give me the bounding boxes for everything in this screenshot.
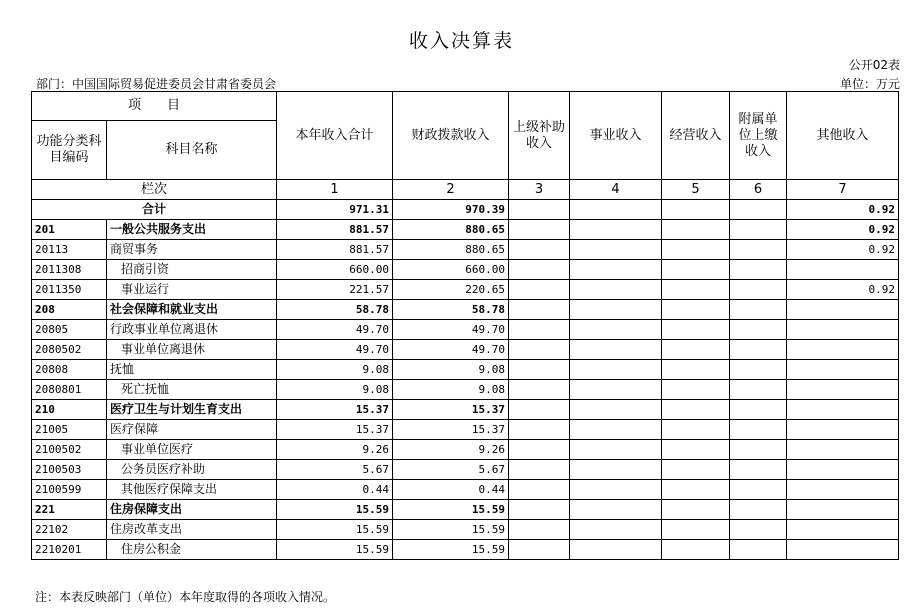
row-name: 一般公共服务支出: [107, 220, 277, 240]
table-row: [32, 240, 899, 260]
row-total: 49.70: [277, 320, 393, 340]
column-number-row: [32, 180, 899, 200]
col-num: 2: [393, 180, 509, 200]
row-code: 201: [32, 220, 107, 240]
empty-cell: [509, 340, 570, 360]
empty-cell: [570, 500, 662, 520]
table-row: [32, 460, 899, 480]
row-name: 事业单位离退休: [107, 340, 277, 360]
table-row: [32, 260, 899, 280]
empty-cell: [509, 440, 570, 460]
row-code: 2011308: [32, 260, 107, 280]
footnote: 注：本表反映部门（单位）本年度取得的各项收入情况。: [35, 590, 336, 604]
unit-label: 单位：万元: [839, 77, 900, 91]
empty-cell: [662, 520, 730, 540]
row-fiscal: 15.37: [393, 400, 509, 420]
empty-cell: [570, 360, 662, 380]
header-fiscal: 财政拨款收入: [393, 92, 509, 180]
empty-cell: [509, 320, 570, 340]
empty-cell: [730, 320, 787, 340]
row-fiscal: 9.08: [393, 380, 509, 400]
empty-cell: [570, 440, 662, 460]
row-code: 2080502: [32, 340, 107, 360]
row-code: 21005: [32, 420, 107, 440]
empty-cell: [509, 280, 570, 300]
row-other: [787, 320, 899, 340]
header-subject-name: 科目名称: [107, 121, 277, 180]
row-other: [787, 260, 899, 280]
empty-cell: [570, 460, 662, 480]
empty-cell: [509, 220, 570, 240]
row-other: [787, 300, 899, 320]
empty-cell: [662, 440, 730, 460]
income-table: [31, 91, 899, 560]
empty-cell: [730, 240, 787, 260]
row-total: 15.37: [277, 420, 393, 440]
row-name: 事业运行: [107, 280, 277, 300]
row-name: 医疗卫生与计划生育支出: [107, 400, 277, 420]
col-num: 6: [730, 180, 787, 200]
total-row: [32, 200, 899, 220]
empty-cell: [730, 460, 787, 480]
empty-cell: [730, 420, 787, 440]
header-total: 本年收入合计: [277, 92, 393, 180]
col-num: 3: [509, 180, 570, 200]
table-row: [32, 280, 899, 300]
row-name: 抚恤: [107, 360, 277, 380]
header-operating: 经营收入: [662, 92, 730, 180]
empty-cell: [662, 360, 730, 380]
table-row: [32, 220, 899, 240]
row-total: 15.37: [277, 400, 393, 420]
empty-cell: [509, 460, 570, 480]
empty-cell: [730, 400, 787, 420]
row-fiscal: 880.65: [393, 240, 509, 260]
row-code: 221: [32, 500, 107, 520]
empty-cell: [662, 460, 730, 480]
row-other: 0.92: [787, 240, 899, 260]
row-other: [787, 380, 899, 400]
row-other: [787, 440, 899, 460]
empty-cell: [730, 540, 787, 560]
row-total: 660.00: [277, 260, 393, 280]
row-other: [787, 520, 899, 540]
row-total: 881.57: [277, 220, 393, 240]
row-total: 5.67: [277, 460, 393, 480]
empty-cell: [662, 500, 730, 520]
empty-cell: [570, 340, 662, 360]
row-other: [787, 460, 899, 480]
table-row: [32, 300, 899, 320]
row-code: 2100599: [32, 480, 107, 500]
empty-cell: [730, 200, 787, 220]
row-code: 2011350: [32, 280, 107, 300]
empty-cell: [509, 500, 570, 520]
row-fiscal: 15.59: [393, 540, 509, 560]
empty-cell: [662, 200, 730, 220]
page-title: 收入决算表: [408, 30, 514, 52]
row-code: 2080801: [32, 380, 107, 400]
header-other: 其他收入: [787, 92, 899, 180]
department-label: 部门：中国国际贸易促进委员会甘肃省委员会: [36, 77, 277, 91]
total-label: 合计: [32, 200, 277, 220]
empty-cell: [662, 480, 730, 500]
empty-cell: [509, 360, 570, 380]
row-code: 20805: [32, 320, 107, 340]
row-name: 社会保障和就业支出: [107, 300, 277, 320]
row-code: 2100503: [32, 460, 107, 480]
row-other: [787, 420, 899, 440]
empty-cell: [662, 260, 730, 280]
empty-cell: [570, 380, 662, 400]
empty-cell: [662, 300, 730, 320]
row-other: [787, 360, 899, 380]
empty-cell: [730, 300, 787, 320]
row-total: 9.08: [277, 380, 393, 400]
row-code: 2100502: [32, 440, 107, 460]
row-name: 住房改革支出: [107, 520, 277, 540]
empty-cell: [509, 420, 570, 440]
empty-cell: [509, 520, 570, 540]
empty-cell: [509, 540, 570, 560]
row-fiscal: 220.65: [393, 280, 509, 300]
empty-cell: [570, 540, 662, 560]
row-other: [787, 340, 899, 360]
row-total: 881.57: [277, 240, 393, 260]
col-num: 5: [662, 180, 730, 200]
row-fiscal: 9.08: [393, 360, 509, 380]
empty-cell: [662, 240, 730, 260]
empty-cell: [570, 420, 662, 440]
row-fiscal: 49.70: [393, 320, 509, 340]
empty-cell: [662, 220, 730, 240]
empty-cell: [730, 340, 787, 360]
header-business: 事业收入: [570, 92, 662, 180]
row-fiscal: 5.67: [393, 460, 509, 480]
empty-cell: [730, 380, 787, 400]
row-other: [787, 540, 899, 560]
row-name: 行政事业单位离退休: [107, 320, 277, 340]
table-row: [32, 420, 899, 440]
empty-cell: [730, 440, 787, 460]
table-row: [32, 540, 899, 560]
row-code: 210: [32, 400, 107, 420]
table-row: [32, 340, 899, 360]
empty-cell: [730, 280, 787, 300]
empty-cell: [509, 300, 570, 320]
empty-cell: [730, 480, 787, 500]
row-code: 20808: [32, 360, 107, 380]
row-label: 栏次: [32, 180, 277, 200]
row-total: 15.59: [277, 520, 393, 540]
row-other: 0.92: [787, 280, 899, 300]
empty-cell: [570, 320, 662, 340]
table-row: [32, 400, 899, 420]
empty-cell: [570, 240, 662, 260]
empty-cell: [730, 220, 787, 240]
col-num: 4: [570, 180, 662, 200]
empty-cell: [570, 260, 662, 280]
row-total: 9.08: [277, 360, 393, 380]
row-fiscal: 15.59: [393, 500, 509, 520]
row-other: 0.92: [787, 220, 899, 240]
empty-cell: [730, 360, 787, 380]
empty-cell: [509, 260, 570, 280]
row-fiscal: 660.00: [393, 260, 509, 280]
empty-cell: [570, 200, 662, 220]
row-other: [787, 480, 899, 500]
row-name: 公务员医疗补助: [107, 460, 277, 480]
table-row: [32, 360, 899, 380]
row-fiscal: 58.78: [393, 300, 509, 320]
row-total: 0.44: [277, 480, 393, 500]
row-fiscal: 49.70: [393, 340, 509, 360]
empty-cell: [662, 540, 730, 560]
row-total: 49.70: [277, 340, 393, 360]
empty-cell: [662, 400, 730, 420]
empty-cell: [509, 480, 570, 500]
row-name: 其他医疗保障支出: [107, 480, 277, 500]
row-total: 221.57: [277, 280, 393, 300]
row-name: 事业单位医疗: [107, 440, 277, 460]
row-other: [787, 400, 899, 420]
row-code: 2210201: [32, 540, 107, 560]
empty-cell: [662, 280, 730, 300]
empty-cell: [509, 240, 570, 260]
row-total: 15.59: [277, 540, 393, 560]
empty-cell: [662, 340, 730, 360]
row-fiscal: 15.59: [393, 520, 509, 540]
row-fiscal: 880.65: [393, 220, 509, 240]
empty-cell: [730, 260, 787, 280]
row-total: 15.59: [277, 500, 393, 520]
row-code: 20113: [32, 240, 107, 260]
row-total: 9.26: [277, 440, 393, 460]
total-fiscal: 970.39: [393, 200, 509, 220]
header-func-code: 功能分类科目编码: [32, 121, 107, 180]
table-row: [32, 500, 899, 520]
row-name: 住房公积金: [107, 540, 277, 560]
row-name: 招商引资: [107, 260, 277, 280]
row-code: 22102: [32, 520, 107, 540]
form-number: 公开02表: [848, 58, 900, 72]
header-superior: 上级补助收入: [509, 92, 570, 180]
col-num: 7: [787, 180, 899, 200]
empty-cell: [570, 280, 662, 300]
empty-cell: [570, 220, 662, 240]
empty-cell: [570, 300, 662, 320]
table-row: [32, 520, 899, 540]
empty-cell: [570, 480, 662, 500]
empty-cell: [570, 520, 662, 540]
row-code: 208: [32, 300, 107, 320]
col-num: 1: [277, 180, 393, 200]
empty-cell: [509, 380, 570, 400]
empty-cell: [730, 520, 787, 540]
table-row: [32, 440, 899, 460]
row-name: 住房保障支出: [107, 500, 277, 520]
row-fiscal: 15.37: [393, 420, 509, 440]
row-other: [787, 500, 899, 520]
empty-cell: [730, 500, 787, 520]
table-row: [32, 380, 899, 400]
empty-cell: [509, 400, 570, 420]
row-name: 死亡抚恤: [107, 380, 277, 400]
empty-cell: [509, 200, 570, 220]
empty-cell: [662, 320, 730, 340]
header-affiliated: 附属单位上缴收入: [730, 92, 787, 180]
row-name: 商贸事务: [107, 240, 277, 260]
total-income: 971.31: [277, 200, 393, 220]
header-row: [32, 92, 899, 121]
row-name: 医疗保障: [107, 420, 277, 440]
row-total: 58.78: [277, 300, 393, 320]
empty-cell: [662, 420, 730, 440]
table-row: [32, 320, 899, 340]
header-item: 项 目: [32, 92, 277, 121]
row-fiscal: 9.26: [393, 440, 509, 460]
empty-cell: [570, 400, 662, 420]
empty-cell: [662, 380, 730, 400]
row-fiscal: 0.44: [393, 480, 509, 500]
table-row: [32, 480, 899, 500]
total-other: 0.92: [787, 200, 899, 220]
